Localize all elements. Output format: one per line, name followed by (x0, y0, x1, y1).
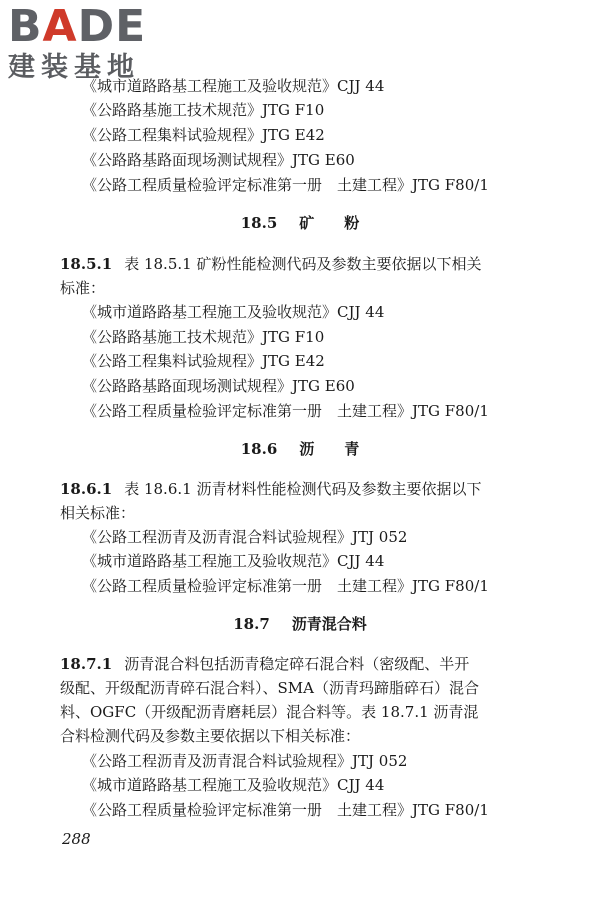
reference-line: 《城市道路路基工程施工及验收规范》CJJ 44 (82, 303, 385, 321)
section-heading-18-7: 18.7 沥青混合料 (233, 615, 367, 633)
reference-line: 《公路工程质量检验评定标准第一册 土建工程》JTG F80/1 (82, 402, 489, 420)
clause-18-6-1: 18.6.1 表 18.6.1 沥青材料性能检测代码及参数主要依据以下 (60, 480, 482, 498)
section-heading-18-6: 18.6 沥 青 (240, 440, 360, 458)
reference-line: 《公路路基施工技术规范》JTG F10 (82, 101, 325, 119)
reference-line: 《城市道路路基工程施工及验收规范》CJJ 44 (82, 552, 385, 570)
clause-text-line: 标准： (60, 279, 106, 297)
reference-line: 《公路工程集料试验规程》JTG E42 (82, 126, 325, 144)
reference-line: 《公路工程质量检验评定标准第一册 土建工程》JTG F80/1 (82, 577, 489, 595)
logo-wordmark: BADE (8, 1, 147, 52)
reference-line: 《公路工程质量检验评定标准第一册 土建工程》JTG F80/1 (82, 801, 489, 819)
reference-line: 《公路路基路面现场测试规程》JTG E60 (82, 377, 355, 395)
reference-line: 《公路工程质量检验评定标准第一册 土建工程》JTG F80/1 (82, 176, 489, 194)
reference-line: 《公路路基路面现场测试规程》JTG E60 (82, 151, 355, 169)
bade-logo (8, 1, 147, 84)
reference-line: 《城市道路路基工程施工及验收规范》CJJ 44 (82, 77, 385, 95)
clause-text-line: 料、OGFC（开级配沥青磨耗层）混合料等。表 18.7.1 沥青混 (60, 703, 479, 721)
reference-line: 《城市道路路基工程施工及验收规范》CJJ 44 (82, 776, 385, 794)
logo-subtitle: 建装基地 (8, 52, 140, 83)
clause-18-5-1: 18.5.1 表 18.5.1 矿粉性能检测代码及参数主要依据以下相关 (60, 255, 482, 273)
reference-line: 《公路路基施工技术规范》JTG F10 (82, 328, 325, 346)
reference-line: 《公路工程沥青及沥青混合料试验规程》JTJ 052 (82, 752, 408, 770)
clause-text-line: 相关标准： (60, 504, 136, 522)
clause-text-line: 合料检测代码及参数主要依据以下相关标准： (60, 727, 361, 745)
clause-18-7-1: 18.7.1 沥青混合料包括沥青稳定碎石混合料（密级配、半开 (60, 655, 470, 673)
reference-line: 《公路工程集料试验规程》JTG E42 (82, 352, 325, 370)
reference-line: 《公路工程沥青及沥青混合料试验规程》JTJ 052 (82, 528, 408, 546)
section-heading-18-5: 18.5 矿 粉 (240, 214, 360, 232)
page-number: 288 (62, 830, 91, 848)
clause-text-line: 级配、开级配沥青碎石混合料）、SMA（沥青玛蹄脂碎石）混合 (60, 679, 479, 697)
